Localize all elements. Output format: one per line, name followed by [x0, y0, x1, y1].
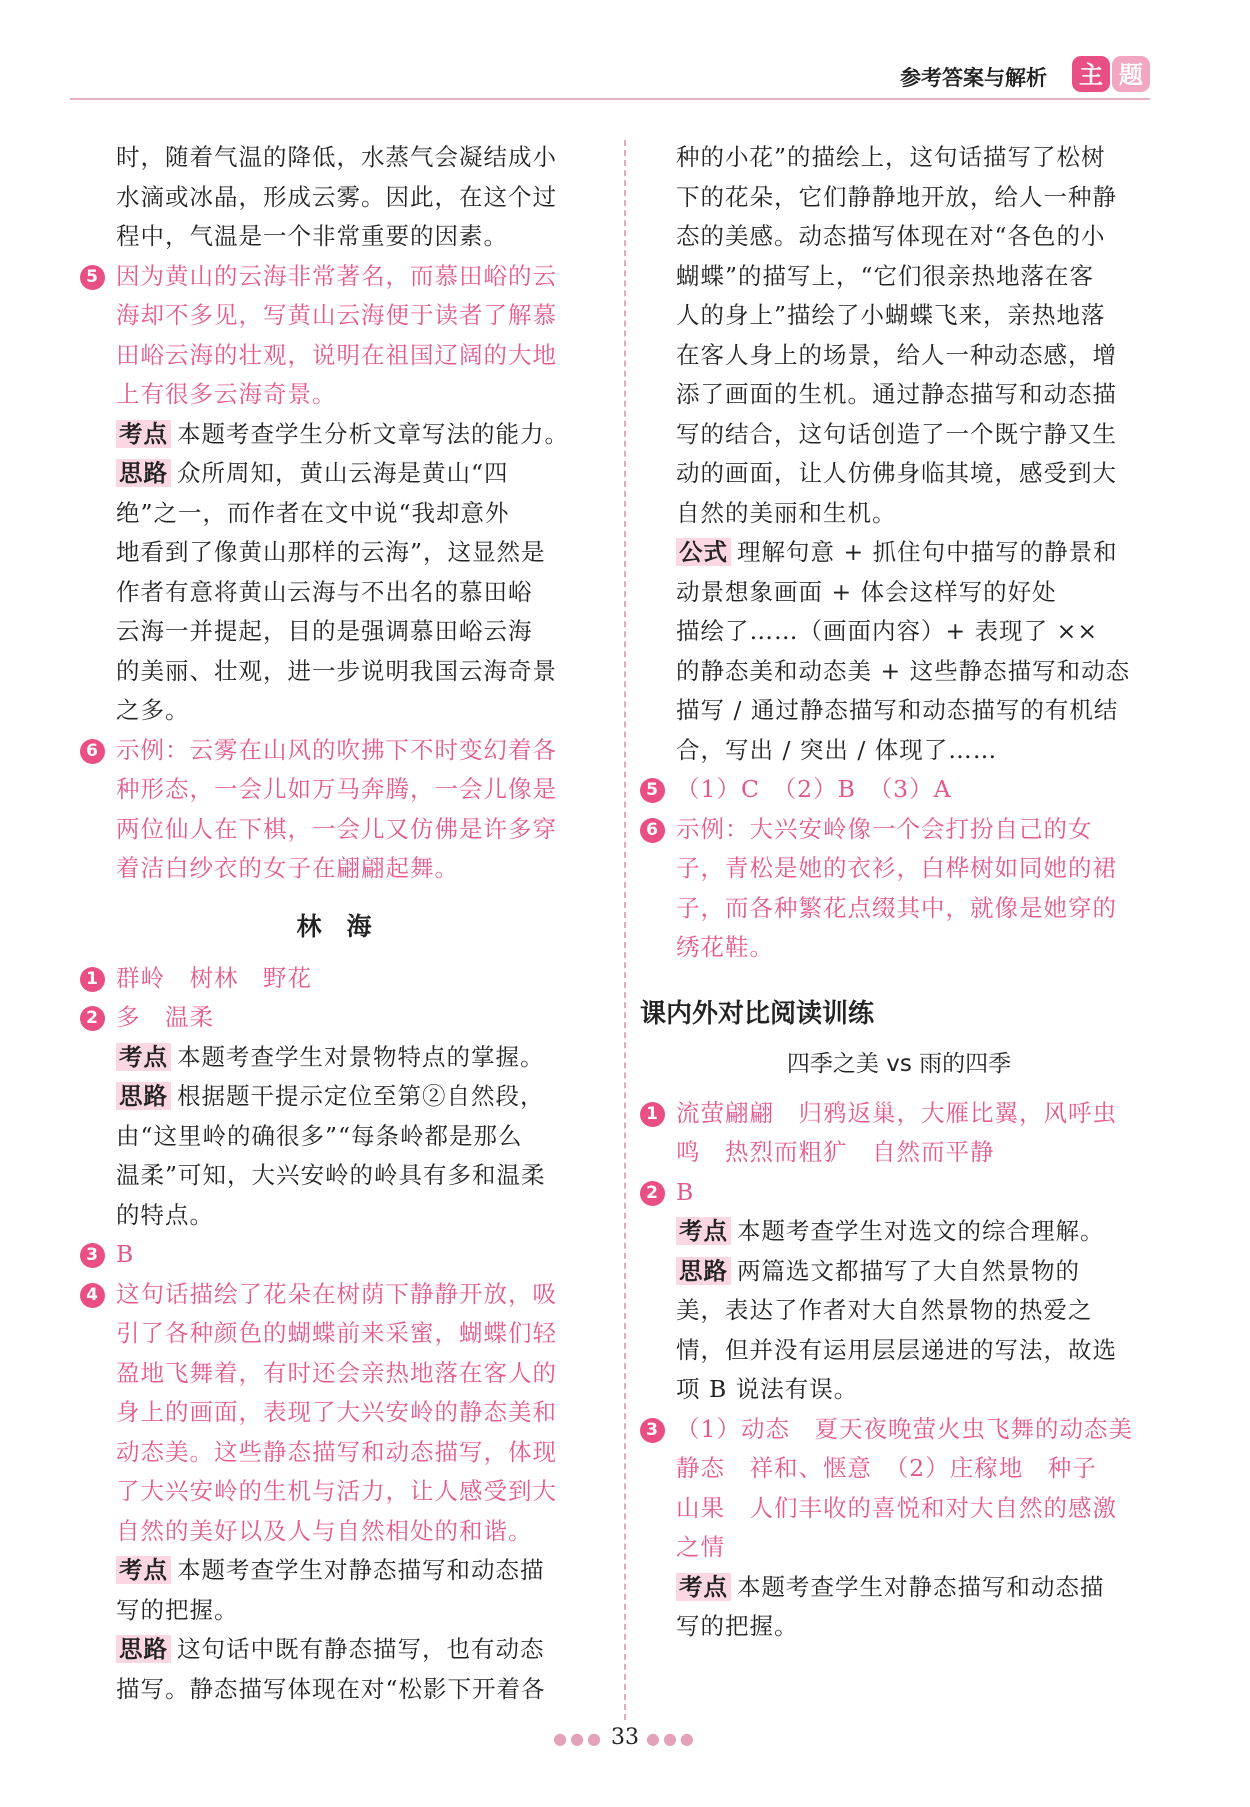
question-number-badge: 5: [640, 778, 665, 803]
left-column: [80, 138, 588, 1709]
kaodian-tag: 考点: [116, 1043, 171, 1071]
question-number-badge: 2: [80, 1006, 105, 1031]
compare-answer-2: 2 B 考点 本题考查学生对选文的综合理解。 思路 两篇选文都描写了大自然景物的 美，表达了作者对大自然景物的热爱之 情，但并没有运用层层递进的写法，故选 项 B 说法有误。: [640, 1173, 1158, 1410]
right-column: [640, 138, 1158, 1647]
right-answer-6: 6 示例：大兴安岭像一个会打扮自己的女 子，青松是她的衣衫，白桦树如同她的裙 子，而各种繁花点缀其中，就像是她穿的 绣花鞋。: [640, 810, 1158, 968]
compare-answer-3: 3 （1）动态 夏天夜晚萤火虫飞舞的动态美 静态 祥和、惬意 （2）庄稼地 种子 山果 人们丰收的喜悦和对大自然的感激 之情 考点 本题考查学生对静态描写和动态描 写的把握。: [640, 1410, 1158, 1647]
left-paragraph-1: 时，随着气温的降低，水蒸气会凝结成小 水滴或冰晶，形成云雾。因此，在这个过 程中，气温是一个非常重要的因素。: [116, 143, 557, 250]
header-title: 参考答案与解析: [900, 66, 1047, 90]
section-subheading: 四季之美 vs 雨的四季: [786, 1050, 1012, 1077]
compare-answer-1: 1 流萤翩翩 归鸦返巢，大雁比翼，风呼虫 鸣 热烈而粗犷 自然而平静: [640, 1094, 1158, 1173]
section-title-linhai: 林 海: [296, 911, 372, 941]
kaodian-tag: 考点: [116, 420, 171, 448]
question-number-badge: 4: [80, 1283, 105, 1308]
section-heading-comparison: 课内外对比阅读训练: [640, 998, 875, 1029]
page-number: ●●● 33 ●●●: [553, 1725, 697, 1750]
silu-tag: 思路: [116, 459, 171, 487]
silu-tag: 思路: [116, 1082, 171, 1110]
silu-tag: 思路: [116, 1635, 171, 1663]
page-dots-right: ●●●: [646, 1729, 697, 1748]
linhai-answer-4: 4 这句话描绘了花朵在树荫下静静开放，吸 引了各种颜色的蝴蝶前来采蜜，蝴蝶们轻 盈地飞舞着，有时还会亲热地落在客人的 身上的画面，表现了大兴安岭的静态美和 动态美。这些静态描写和动态描写，体现 了大兴安岭的生机与活力，让人感受到大 自然的美好以及人与自然相处的和谐。 考点 本题考查学生对静态描写和动态描 写的把握。 思路 这句话中既有静态描写，也有动态 描写。静态描写体现在对“松影下开着各: [80, 1275, 588, 1710]
question-number-badge: 6: [80, 739, 105, 764]
question-number-badge: 2: [640, 1181, 665, 1206]
question-number-badge: 5: [80, 265, 105, 290]
linhai-answer-1: 1 群岭 树林 野花: [80, 959, 588, 999]
question-number-badge: 3: [640, 1418, 665, 1443]
header-divider: [70, 98, 1150, 100]
answer-6: 6 示例：云雾在山风的吹拂下不时变幻着各 种形态，一会儿如万马奔腾，一会儿像是 两位仙人在下棋，一会儿又仿佛是许多穿 着洁白纱衣的女子在翩翩起舞。: [80, 731, 588, 889]
linhai-answer-3: 3 B: [80, 1235, 588, 1275]
kaodian-tag: 考点: [676, 1573, 731, 1601]
answer-5: 5 因为黄山的云海非常著名，而慕田峪的云 海却不多见，写黄山云海便于读者了解慕 田峪云海的壮观，说明在祖国辽阔的大地 上有很多云海奇景。 考点 本题考查学生分析文章写法的能力。 思路 众所周知，黄山云海是黄山“四 绝”之一，而作者在文中说“我却意外 地看到了像黄山那样的云海”，这显然是 作者有意将黄山云海与不出名的慕田峪 云海一并提起，目的是强调慕田峪云海 的美丽、壮观，进一步说明我国云海奇景 之多。: [80, 257, 588, 731]
question-number-badge: 6: [640, 818, 665, 843]
question-number-badge: 1: [640, 1102, 665, 1127]
column-divider: [624, 140, 626, 1720]
gongshi-tag: 公式: [676, 538, 731, 566]
theme-logo: [1068, 52, 1154, 96]
question-number-badge: 3: [80, 1243, 105, 1268]
kaodian-tag: 考点: [116, 1556, 171, 1584]
page-dots-left: ●●●: [553, 1729, 604, 1748]
kaodian-tag: 考点: [676, 1217, 731, 1245]
question-number-badge: 1: [80, 967, 105, 992]
formula-block: 公式 理解句意 + 抓住句中描写的静景和 动景想象画面 + 体会这样写的好处 描绘了……（画面内容）+ 表现了 ×× 的静态美和动态美 + 这些静态描写和动态 描写 / 通过静态描写和动态描写的有机结 合，写出 / 突出 / 体现了……: [676, 538, 1131, 764]
svg-text:题: 题: [1119, 61, 1143, 89]
right-paragraph-1: 种的小花”的描绘上，这句话描写了松树 下的花朵，它们静静地开放，给人一种静 态的美感。动态描写体现在对“各色的小 蝴蝶”的描写上，“它们很亲热地落在客 人的身上”描绘了小蝴蝶飞来，亲热地落 在客人身上的场景，给人一种动态感，增 添了画面的生机。通过静态描写和动态描 写的结合，这句话创造了一个既宁静又生 动的画面，让人仿佛身临其境，感受到大 自然的美丽和生机。: [676, 143, 1117, 527]
linhai-answer-2: 2 多 温柔 考点 本题考查学生对景物特点的掌握。 思路 根据题干提示定位至第②自然段， 由“这里岭的确很多”“每条岭都是那么 温柔”可知，大兴安岭的岭具有多和温柔 的特点。: [80, 998, 588, 1235]
silu-tag: 思路: [676, 1257, 731, 1285]
svg-text:主: 主: [1079, 61, 1103, 89]
right-answer-5: 5 （1）C （2）B （3）A: [640, 770, 1158, 810]
